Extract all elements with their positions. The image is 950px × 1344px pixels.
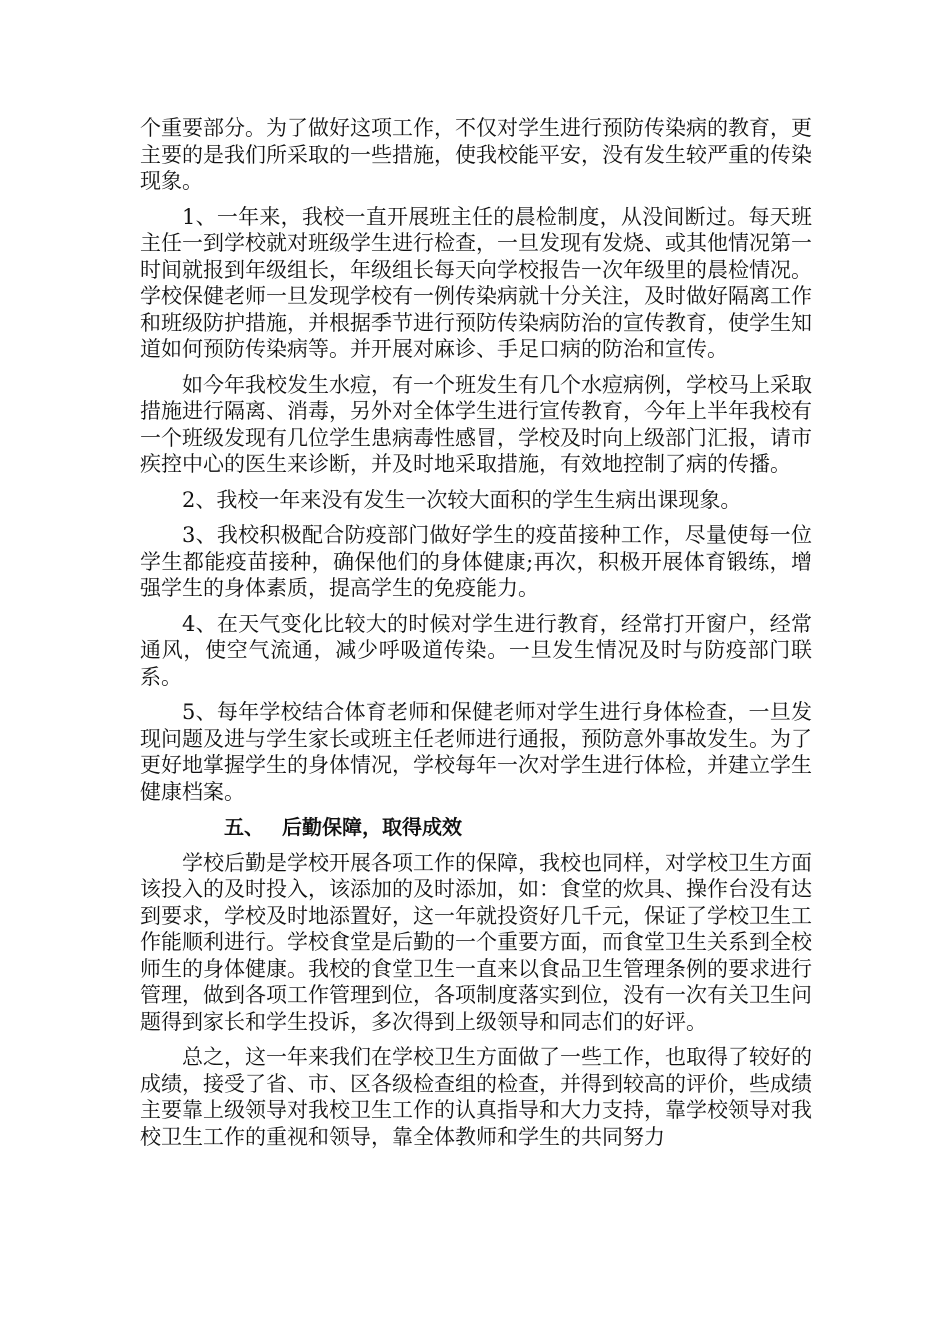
document-body — [140, 115, 812, 1159]
paragraph-summary: 总之，这一年来我们在学校卫生方面做了一些工作，也取得了较好的成绩，接受了省、市、区各级检查组的检查，并得到较高的评价，些成绩主要靠上级领导对我校卫生工作的认真指导和大力支持，靠学校领导对我校卫生工作的重视和领导，靠全体教师和学生的共同努力 — [140, 1045, 812, 1149]
section-heading-5 — [140, 814, 812, 841]
paragraph-item-5: 5、每年学校结合体育老师和保健老师对学生进行身体检查，一旦发现问题及进与学生家长或班主任老师进行通报，预防意外事故发生。为了更好地掌握学生的身体情况，学校每年一次对学生进行体检，并建立学生健康档案。 — [140, 700, 812, 804]
paragraph-chickenpox-case: 如今年我校发生水痘，有一个班发生有几个水痘病例，学校马上采取措施进行隔离、消毒，另外对全体学生进行宣传教育，今年上半年我校有一个班级发现有几位学生患病毒性感冒，学校及时向上级部门汇报，请市疾控中心的医生来诊断，并及时地采取措施，有效地控制了病的传播。 — [140, 372, 812, 476]
paragraph-logistics: 学校后勤是学校开展各项工作的保障，我校也同样，对学校卫生方面该投入的及时投入，该添加的及时添加，如：食堂的炊具、操作台没有达到要求，学校及时地添置好，这一年就投资好几千元，保证了学校卫生工作能顺利进行。学校食堂是后勤的一个重要方面，而食堂卫生关系到全校师生的身体健康。我校的食堂卫生一直来以食品卫生管理条例的要求进行管理，做到各项工作管理到位，各项制度落实到位，没有一次有关卫生问题得到家长和学生投诉，多次得到上级领导和同志们的好评。 — [140, 850, 812, 1034]
paragraph-intro-continuation: 个重要部分。为了做好这项工作，不仅对学生进行预防传染病的教育，更主要的是我们所采取的一些措施，使我校能平安，没有发生较严重的传染现象。 — [140, 116, 812, 193]
paragraph-item-2: 2、我校一年来没有发生一次较大面积的学生生病出课现象。 — [182, 487, 742, 512]
section-heading-title: 后勤保障，取得成效 — [282, 815, 462, 839]
paragraph-item-3: 3、我校积极配合防疫部门做好学生的疫苗接种工作，尽量使每一位学生都能疫苗接种，确保他们的身体健康;再次，积极开展体育锻练，增强学生的身体素质，提高学生的免疫能力。 — [140, 523, 812, 600]
paragraph-item-1: 1、一年来，我校一直开展班主任的晨检制度，从没间断过。每天班主任一到学校就对班级学生进行检查，一旦发现有发烧、或其他情况第一时间就报到年级组长，年级组长每天向学校报告一次年级里的晨检情况。学校保健老师一旦发现学校有一例传染病就十分关注，及时做好隔离工作和班级防护措施，并根据季节进行预防传染病防治的宣传教育，使学生知道如何预防传染病等。并开展对麻诊、手足口病的防治和宣传。 — [140, 204, 812, 361]
paragraph-item-4: 4、在天气变化比较大的时候对学生进行教育，经常打开窗户，经常通风，使空气流通，减少呼吸道传染。一旦发生情况及时与防疫部门联系。 — [140, 611, 812, 689]
section-heading-number: 五、 — [224, 815, 264, 839]
